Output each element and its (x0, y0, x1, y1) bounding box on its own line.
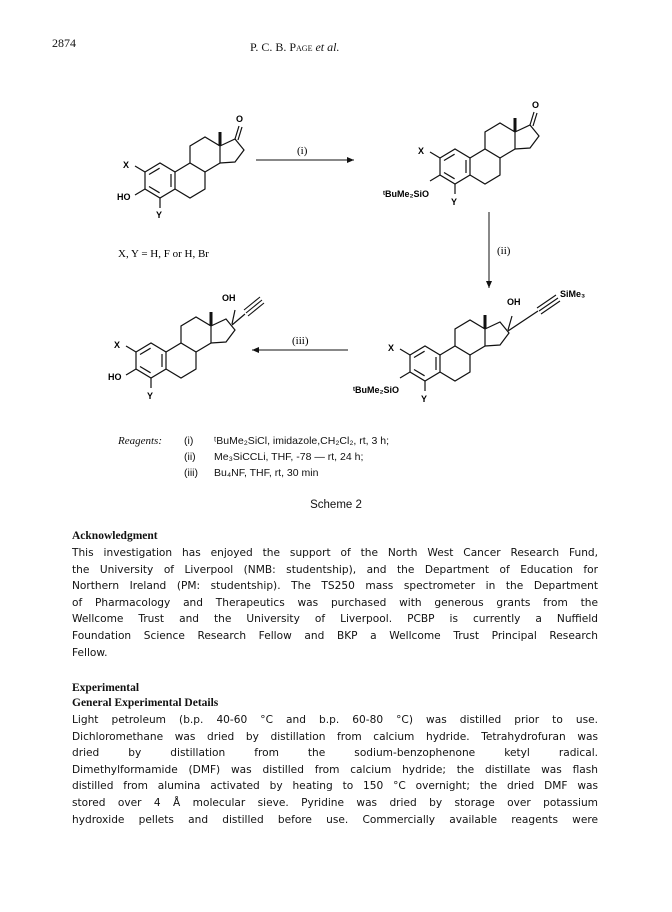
text-line: Dimethylformamide (DMF) was distilled from calcium hydride; the distillate was flash (72, 763, 598, 776)
x-substituent-label: X (123, 160, 130, 170)
silyl-ether-label: ᵗBuMe₂SiO (353, 385, 399, 395)
text-line: Dichloromethane was dried by distillation from calcium hydride. Tetrahydrofuran was (72, 730, 598, 743)
y-substituent-label: Y (156, 210, 163, 220)
text-line: of Pharmacology and Therapeutics was purchased with generous grants from the (72, 596, 598, 609)
trimethylsilyl-label: SiMe₃ (560, 289, 586, 299)
running-head (250, 40, 339, 55)
hydroxyl-label: OH (222, 293, 236, 303)
step-iii-label: (iii) (292, 335, 309, 347)
text-line: distilled from alumina activated by heating to 150 °C overnight; the dried DMF was (72, 780, 598, 793)
substituent-definition: X, Y = H, F or H, Br (118, 248, 209, 260)
text-line: Fellow. (72, 646, 108, 659)
scheme-caption: Scheme 2 (310, 499, 362, 511)
x-substituent-label: X (418, 146, 425, 156)
reagent-number: (ii) (184, 451, 196, 463)
text-line: stored over 4 Å molecular sieve. Pyridine was dried by storage over potassium (72, 796, 598, 809)
y-substituent-label: Y (451, 197, 458, 207)
acknowledgment-heading: Acknowledgment (72, 530, 158, 542)
reagent-text: ᵗBuMe₂SiCl, imidazole,CH₂Cl₂, rt, 3 h; (214, 435, 389, 447)
oxo-label: O (236, 114, 244, 124)
oxo-label: O (532, 100, 540, 110)
y-substituent-label: Y (421, 394, 428, 404)
text-line: Light petroleum (b.p. 40-60 °C and b.p. 60-80 °C) was distilled prior to use. (72, 714, 598, 726)
experimental-heading: Experimental (72, 682, 140, 694)
hydroxy-label: HO (108, 372, 122, 382)
reagent-row (118, 449, 389, 465)
hydroxyl-label: OH (507, 297, 521, 307)
hydroxy-label: HO (117, 192, 131, 202)
reagent-number: (i) (184, 435, 194, 447)
text-line: Foundation Science Research Fellow and BKP a Wellcome Trust Principal Research (72, 629, 598, 642)
x-substituent-label: X (114, 340, 121, 350)
text-line: This investigation has enjoyed the support of the North West Cancer Research Fund, (72, 547, 598, 559)
reaction-scheme (0, 70, 672, 430)
reagent-text: Me₃SiCCLi, THF, -78 — rt, 24 h; (214, 451, 364, 463)
x-substituent-label: X (388, 343, 395, 353)
reagent-text: Bu₄NF, THF, rt, 30 min (214, 467, 319, 479)
silyl-ether-label: ᵗBuMe₂SiO (383, 189, 429, 199)
reagent-number: (iii) (184, 467, 198, 479)
compound-ethynyl-estradiol (108, 293, 264, 401)
step-ii-label: (ii) (497, 245, 511, 257)
running-head-authors: P. C. B. Page (250, 40, 313, 54)
step-i-label: (i) (297, 145, 308, 157)
running-head-etal: et al. (315, 40, 340, 54)
text-line: dried by distillation from the sodium-benzophenone ketyl radical. (72, 747, 598, 760)
reagents-heading: Reagents: (118, 435, 162, 447)
reagent-row (118, 433, 389, 449)
acknowledgment-paragraph (72, 545, 598, 661)
experimental-paragraph (72, 712, 598, 828)
text-line: hydroxide pellets and distilled before use. Commercially available reagents were (72, 813, 598, 826)
experimental-subheading: General Experimental Details (72, 697, 219, 709)
compound-silyl-ether (383, 100, 539, 207)
text-line: Northern Ireland (PM: studentship). The TS250 mass spectrometer in the Department (72, 580, 598, 593)
page-number: 2874 (52, 36, 76, 50)
compound-silyl-alkyne (353, 289, 585, 404)
reagent-row (118, 465, 389, 481)
text-line: the University of Liverpool (NMB: studentship), and the Department of Education for (72, 563, 598, 576)
reagents-list (118, 433, 389, 481)
compound-estrone (117, 114, 244, 220)
text-line: Wellcome Trust and the University of Liverpool. PCBP is currently a Nuffield (72, 613, 598, 626)
y-substituent-label: Y (147, 391, 154, 401)
